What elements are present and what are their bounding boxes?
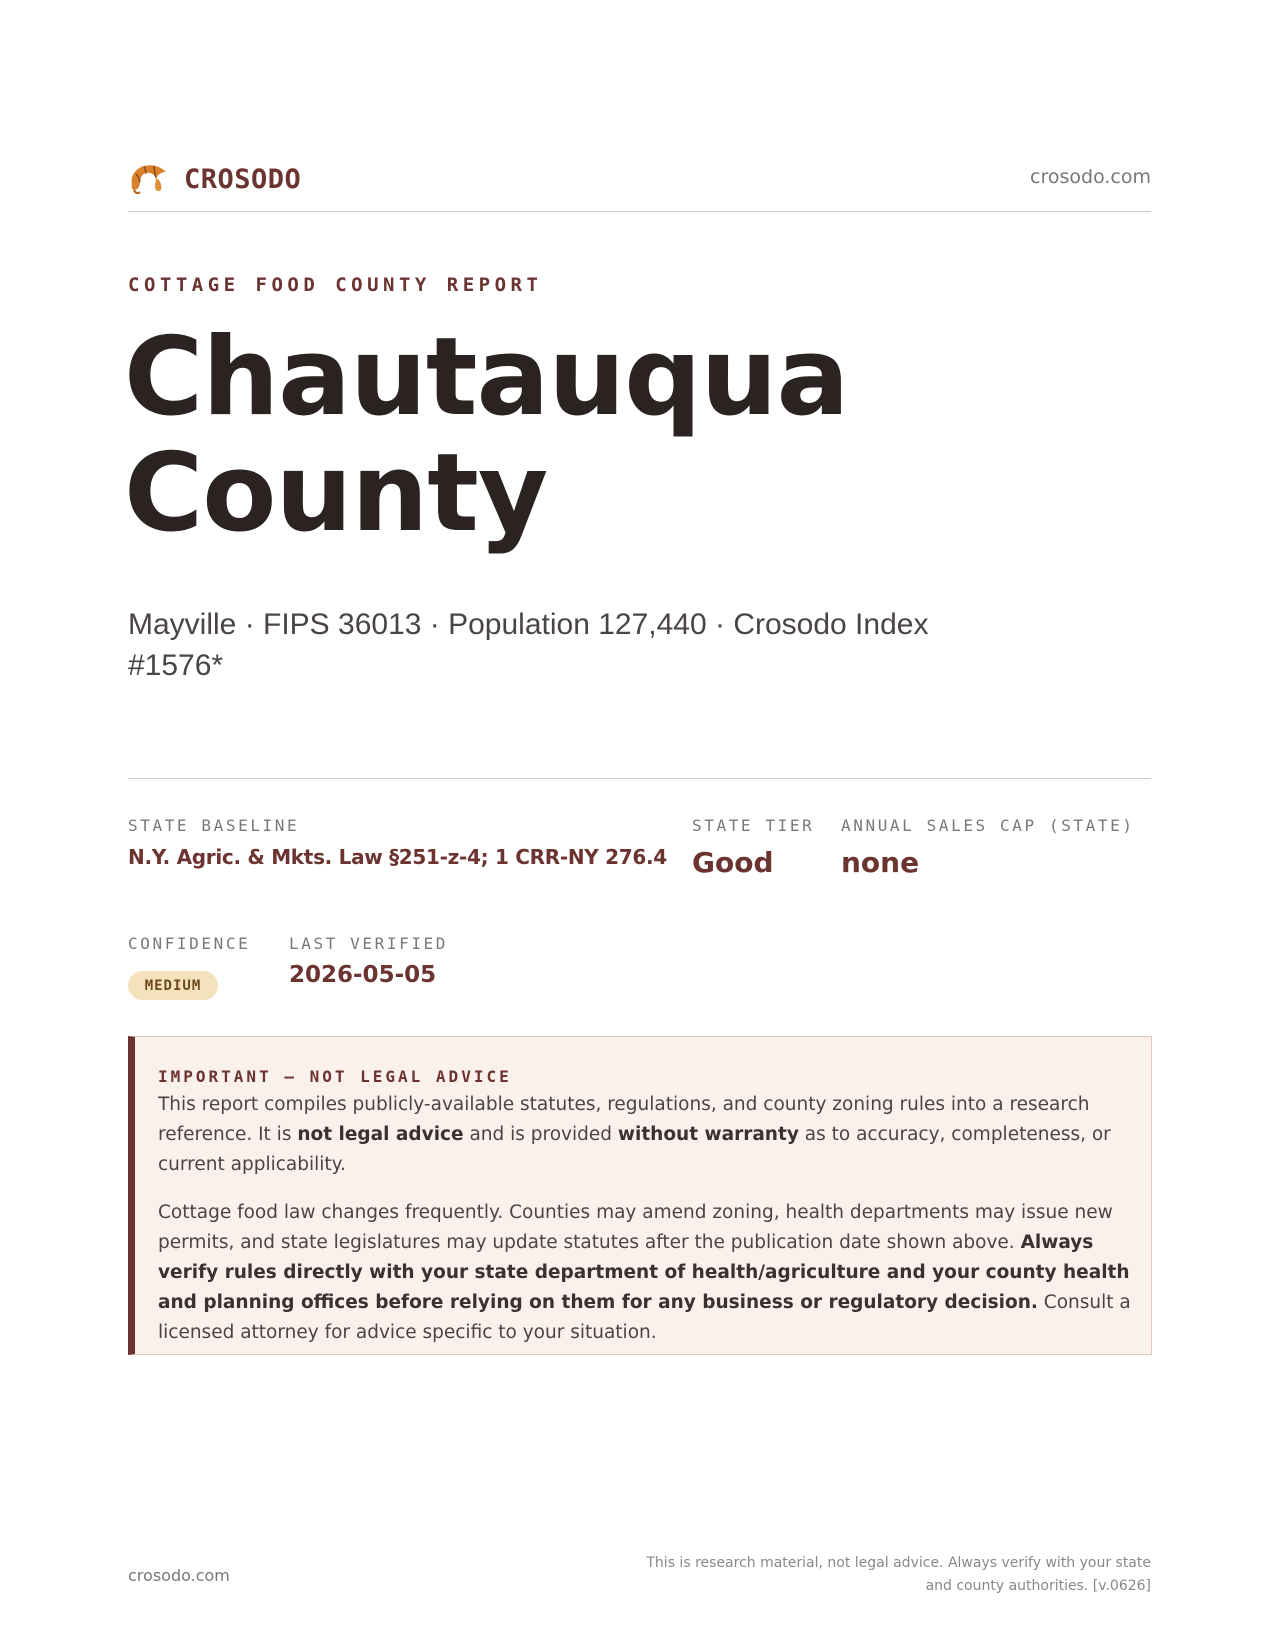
report-eyebrow: COTTAGE FOOD COUNTY REPORT — [128, 274, 543, 296]
brand[interactable] — [128, 160, 301, 198]
croissant-icon — [128, 160, 170, 198]
disclaimer-paragraph-1: This report compiles publicly-available statutes, regulations, and county zoning rules into a research reference. It is not legal advice and is provided without warranty as to accuracy, completeness, or current applicability. — [158, 1094, 1111, 1175]
title-line-2: County — [124, 431, 548, 556]
footer-disclaimer-line-2: and county authorities. [v.0626] — [925, 1578, 1151, 1594]
state-baseline-label: STATE BASELINE — [128, 816, 300, 835]
title-line-1: Chautauqua — [124, 315, 849, 440]
disclaimer-heading: IMPORTANT — NOT LEGAL ADVICE — [158, 1067, 512, 1086]
verify-rules-emphasis: Always verify rules directly with your state department of health/agriculture and your county health and planning offices before relying on them for any business or regulatory decision. — [158, 1232, 1130, 1313]
footer-disclaimer — [631, 1552, 1151, 1598]
brand-name: CROSODO — [184, 163, 302, 195]
without-warranty-emphasis: without warranty — [617, 1124, 799, 1145]
county-subtitle: Mayville · FIPS 36013 · Population 127,440 · Crosodo Index #1576* — [128, 608, 929, 682]
legal-disclaimer — [128, 1036, 1152, 1355]
sales-cap-value: none — [841, 846, 920, 879]
not-legal-advice-emphasis: not legal advice — [297, 1124, 464, 1145]
last-verified-label: LAST VERIFIED — [289, 934, 449, 953]
footer-site-url[interactable]: crosodo.com — [128, 1566, 230, 1585]
confidence-badge: MEDIUM — [128, 971, 218, 1000]
last-verified-value: 2026-05-05 — [289, 962, 437, 988]
site-url[interactable]: crosodo.com — [1030, 166, 1151, 188]
report-page — [124, 0, 1151, 1650]
disclaimer-paragraph-2: Cottage food law changes frequently. Counties may amend zoning, health departments may issue new permits, and state legislatures may update statutes after the publication date shown above. Always verify rules directly with your state department of health/agriculture and your county health and planning offices before relying on them for any business or regulatory decision. Consult a licensed attorney for advice specific to your situation. — [158, 1202, 1131, 1343]
page-header — [128, 160, 1151, 212]
state-baseline-value: N.Y. Agric. & Mkts. Law §251-z-4; 1 CRR-NY 276.4 — [128, 845, 667, 869]
footer-disclaimer-line-1: This is research material, not legal advice. Always verify with your state — [646, 1555, 1151, 1571]
sales-cap-label: ANNUAL SALES CAP (STATE) — [841, 816, 1135, 835]
state-tier-value: Good — [692, 846, 774, 879]
section-divider — [128, 778, 1151, 779]
page-title — [124, 315, 1147, 556]
state-tier-label: STATE TIER — [692, 816, 815, 835]
confidence-label: CONFIDENCE — [128, 934, 251, 953]
